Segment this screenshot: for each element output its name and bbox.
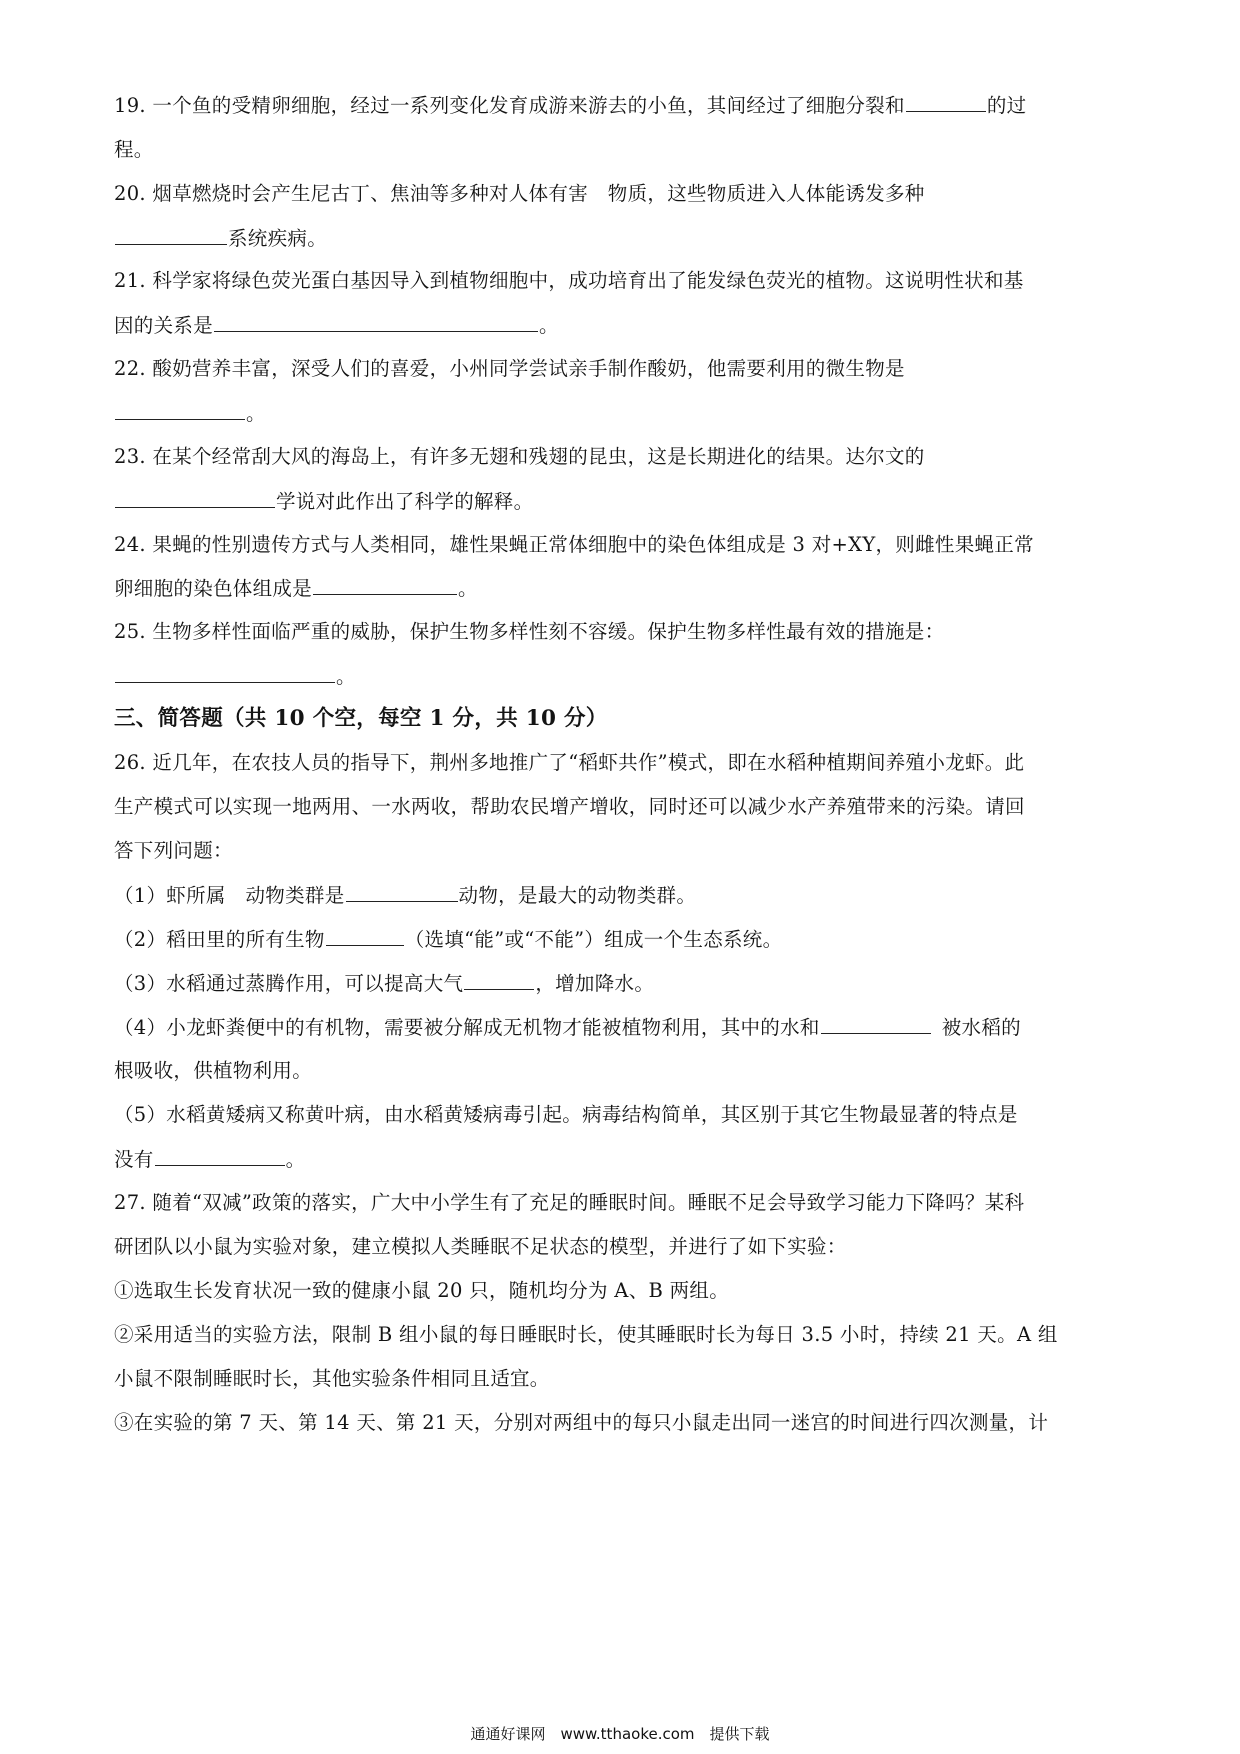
question-26-line-2: 生产模式可以实现一地两用、一水两收，帮助农民增产增收，同时还可以减少水产养殖带来的污染。请回	[114, 795, 1025, 818]
question-27-step-3: ③在实验的第 7 天、第 14 天、第 21 天，分别对两组中的每只小鼠走出同一迷宫的时间进行四次测量，计	[114, 1411, 1049, 1434]
question-20: 20. 烟草燃烧时会产生尼古丁、焦油等多种对人体有害 物质，这些物质进入人体能诱发多种	[114, 182, 925, 205]
question-25-cont: 。	[114, 663, 356, 690]
question-25: 25. 生物多样性面临严重的威胁，保护生物多样性刻不容缓。保护生物多样性最有效的措施是：	[114, 620, 945, 643]
question-26-part-3: （3）水稻通过蒸腾作用，可以提高大气 ，增加降水。	[114, 972, 655, 995]
question-23-cont: 学说对此作出了科学的解释。	[114, 488, 533, 515]
answer-blank[interactable]	[115, 488, 275, 508]
question-22: 22. 酸奶营养丰富，深受人们的喜爱，小州同学尝试亲手制作酸奶，他需要利用的微生物是	[114, 357, 905, 380]
section-heading: 三、简答题（共 10 个空，每空 1 分，共 10 分）	[114, 706, 608, 731]
question-24: 24. 果蝇的性别遗传方式与人类相同，雄性果蝇正常体细胞中的染色体组成是 3 对+XY，则雌性果蝇正常	[114, 533, 1034, 556]
question-26-line-3: 答下列问题：	[114, 839, 233, 862]
page-footer: 通通好课网 www.tthaoke.com 提供下载	[470, 1725, 770, 1743]
answer-blank[interactable]	[214, 312, 538, 332]
question-23: 23. 在某个经常刮大风的海岛上，有许多无翅和残翅的昆虫，这是长期进化的结果。达尔文的	[114, 445, 925, 468]
answer-blank[interactable]	[155, 1146, 285, 1166]
question-26-part-5: （5）水稻黄矮病又称黄叶病，由水稻黄矮病毒引起。病毒结构简单，其区别于其它生物最显著的特点是	[114, 1103, 1018, 1126]
question-26-part-4: （4）小龙虾粪便中的有机物，需要被分解成无机物才能被植物利用，其中的水和 被水稻的	[114, 1016, 1021, 1039]
answer-blank[interactable]	[346, 882, 458, 902]
question-26-part-5-cont: 没有 。	[114, 1148, 306, 1171]
question-27-step-1: ①选取生长发育状况一致的健康小鼠 20 只，随机均分为 A、B 两组。	[114, 1279, 730, 1302]
answer-blank[interactable]	[326, 926, 404, 946]
question-20-cont: 系统疾病。	[114, 225, 327, 252]
question-27-line-2: 研团队以小鼠为实验对象，建立模拟人类睡眠不足状态的模型，并进行了如下实验：	[114, 1235, 847, 1258]
question-21-cont: 因的关系是 。	[114, 314, 559, 337]
question-26-part-2: （2）稻田里的所有生物 （选填“能”或“不能”）组成一个生态系统。	[114, 928, 783, 951]
answer-blank[interactable]	[115, 400, 245, 420]
question-19-cont: 程。	[114, 138, 154, 161]
question-21: 21. 科学家将绿色荧光蛋白基因导入到植物细胞中，成功培育出了能发绿色荧光的植物。这说明性状和基	[114, 269, 1024, 292]
question-26-part-4-cont: 根吸收，供植物利用。	[114, 1059, 313, 1082]
answer-blank[interactable]	[906, 92, 986, 112]
question-27-line-1: 27. 随着“双减”政策的落实，广大中小学生有了充足的睡眠时间。睡眠不足会导致学习能力下降吗？某科	[114, 1191, 1025, 1214]
answer-blank[interactable]	[115, 663, 335, 683]
answer-blank[interactable]	[115, 225, 227, 245]
answer-blank[interactable]	[313, 575, 457, 595]
question-19: 19. 一个鱼的受精卵细胞，经过一系列变化发育成游来游去的小鱼，其间经过了细胞分裂和 的过	[114, 94, 1027, 117]
answer-blank[interactable]	[821, 1014, 931, 1034]
question-26-line-1: 26. 近几年，在农技人员的指导下，荆州多地推广了“稻虾共作”模式，即在水稻种植期间养殖小龙虾。此	[114, 751, 1025, 774]
question-27-step-2-cont: 小鼠不限制睡眠时长，其他实验条件相同且适宜。	[114, 1367, 550, 1390]
question-24-cont: 卵细胞的染色体组成是 。	[114, 577, 478, 600]
answer-blank[interactable]	[464, 970, 534, 990]
question-27-step-2: ②采用适当的实验方法，限制 B 组小鼠的每日睡眠时长，使其睡眠时长为每日 3.5 小时，持续 21 天。A 组	[114, 1323, 1058, 1346]
question-26-part-1: （1）虾所属 动物类群是 动物，是最大的动物类群。	[114, 884, 697, 907]
question-22-cont: 。	[114, 400, 266, 427]
